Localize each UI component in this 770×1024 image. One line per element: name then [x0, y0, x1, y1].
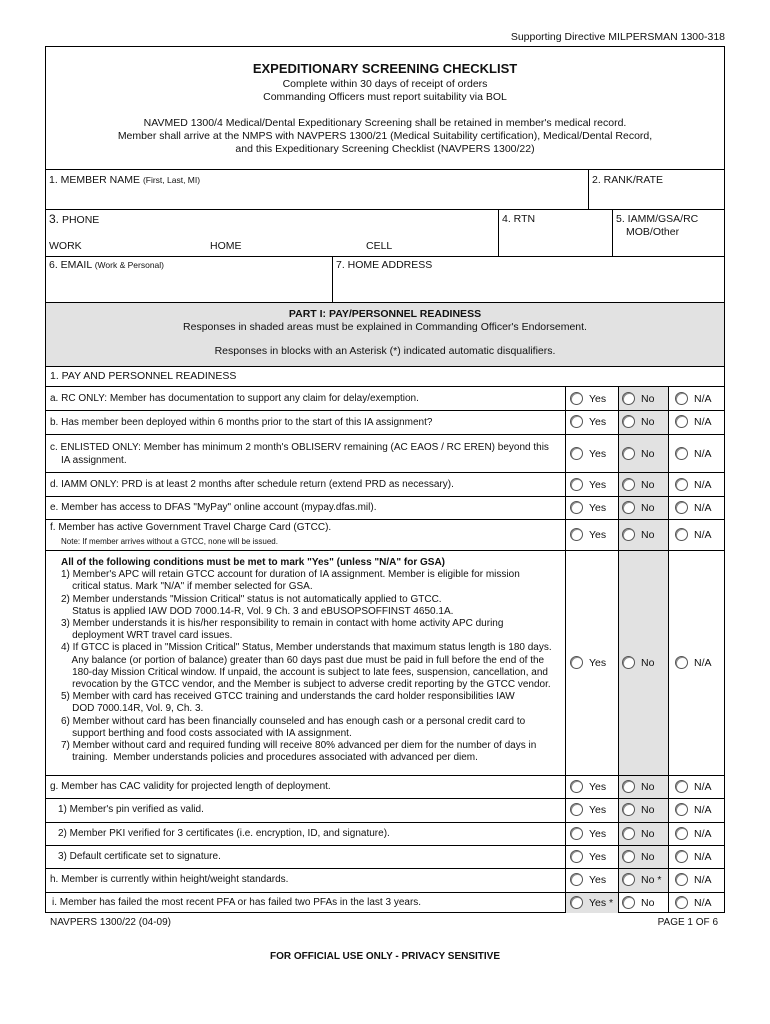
row-g1-yes[interactable]: Yes — [570, 803, 606, 816]
radio-icon — [675, 392, 688, 405]
radio-icon — [622, 392, 635, 405]
row-h-no[interactable]: No * — [622, 873, 661, 886]
row-b-no[interactable]: No — [622, 415, 654, 428]
radio-icon — [675, 850, 688, 863]
radio-icon — [622, 656, 635, 669]
radio-icon — [570, 803, 583, 816]
condition-line: 2) Member understands "Mission Critical" status is not automatically applied to GTCC. — [61, 593, 442, 605]
radio-icon — [622, 780, 635, 793]
conditions-na[interactable]: N/A — [675, 656, 712, 669]
radio-icon — [622, 873, 635, 886]
radio-icon — [570, 873, 583, 886]
gtcc-conditions — [61, 557, 561, 764]
row-g-no[interactable]: No — [622, 780, 654, 793]
home-address-label: 7. HOME ADDRESS — [336, 259, 433, 271]
condition-line: 3) Member understands it is his/her responsibility to remain in contact with home activity APC during — [61, 618, 504, 630]
radio-icon — [622, 447, 635, 460]
notice-line: Member shall arrive at the NMPS with NAVPERS 1300/21 (Medical Suitability certification), Medical/Dental Record, — [117, 130, 653, 142]
condition-line: deployment WRT travel card issues. — [61, 630, 233, 642]
condition-line: 180-day Mission Critical window. If unpaid, the account is subject to late fees, suspension, cancellation, and — [61, 666, 548, 678]
question-b: b. Has member been deployed within 6 months prior to the start of this IA assignment? — [50, 417, 433, 428]
row-e-yes[interactable]: Yes — [570, 501, 606, 514]
radio-icon — [675, 501, 688, 514]
row-a-no[interactable]: No — [622, 392, 654, 405]
conditions-heading: All of the following conditions must be met to mark "Yes" (unless "N/A" for GSA) — [61, 557, 445, 568]
radio-icon — [622, 896, 635, 909]
radio-icon — [570, 392, 583, 405]
page-number: PAGE 1 OF 6 — [657, 917, 718, 928]
iamm-label-2: MOB/Other — [626, 226, 680, 238]
cell-phone-label: CELL — [366, 240, 393, 252]
part1-note-asterisk: Responses in blocks with an Asterisk (*) indicated automatic disqualifiers. — [214, 345, 556, 357]
condition-line: 7) Member without card and required funding will receive 80% advanced per diem for the number of days in — [61, 740, 537, 752]
subtitle-line: Commanding Officers must report suitability via BOL — [263, 91, 507, 103]
condition-line: 4) If GTCC is placed in "Mission Critical" Status, Member understands that maximum status length is 180 days. — [61, 642, 552, 654]
row-d-yes[interactable]: Yes — [570, 478, 606, 491]
row-a-na[interactable]: N/A — [675, 392, 712, 405]
privacy-notice: FOR OFFICIAL USE ONLY - PRIVACY SENSITIVE — [269, 951, 501, 962]
rtn-label: 4. RTN — [502, 213, 536, 225]
row-g1-no[interactable]: No — [622, 803, 654, 816]
radio-icon — [622, 827, 635, 840]
question-g: g. Member has CAC validity for projected length of deployment. — [50, 781, 331, 792]
condition-line: Any balance (or portion of balance) greater than 60 days past due must be paid in full before the end of the — [61, 654, 545, 666]
row-f-no[interactable]: No — [622, 528, 654, 541]
condition-line: critical status. Mark "N/A" if member selected for GSA. — [61, 581, 313, 593]
radio-icon — [675, 447, 688, 460]
row-h-yes[interactable]: Yes — [570, 873, 606, 886]
iamm-label: 5. IAMM/GSA/RC — [616, 213, 699, 225]
radio-icon — [675, 873, 688, 886]
radio-icon — [622, 528, 635, 541]
row-g1-na[interactable]: N/A — [675, 803, 712, 816]
radio-icon — [675, 528, 688, 541]
radio-icon — [675, 656, 688, 669]
row-f-yes[interactable]: Yes — [570, 528, 606, 541]
notice-line: NAVMED 1300/4 Medical/Dental Expeditionary Screening shall be retained in member's medical record. — [143, 117, 627, 129]
row-g-yes[interactable]: Yes — [570, 780, 606, 793]
row-i-na[interactable]: N/A — [675, 896, 712, 909]
conditions-yes[interactable]: Yes — [570, 656, 606, 669]
row-e-no[interactable]: No — [622, 501, 654, 514]
question-i: i. Member has failed the most recent PFA or has failed two PFAs in the last 3 years. — [52, 897, 422, 908]
row-e-na[interactable]: N/A — [675, 501, 712, 514]
row-g3-no[interactable]: No — [622, 850, 654, 863]
radio-icon — [675, 780, 688, 793]
row-g2-no[interactable]: No — [622, 827, 654, 840]
condition-line: 5) Member with card has received GTCC training and understands the card holder responsibilities IAW — [61, 691, 515, 703]
home-address-field[interactable] — [336, 274, 720, 298]
row-g-na[interactable]: N/A — [675, 780, 712, 793]
condition-line: support berthing and food costs associated with IA assignment. — [61, 727, 352, 739]
radio-icon — [570, 478, 583, 491]
row-f-na[interactable]: N/A — [675, 528, 712, 541]
notice-line: and this Expeditionary Screening Checklist (NAVPERS 1300/22) — [235, 143, 535, 155]
question-d: d. IAMM ONLY: PRD is at least 2 months after schedule return (extend PRD as necessary). — [50, 479, 454, 490]
question-g2: 2) Member PKI verified for 3 certificates (i.e. encryption, ID, and signature). — [58, 828, 390, 839]
question-c: c. ENLISTED ONLY: Member has minimum 2 month's OBLISERV remaining (AC EAOS / RC EREN) beyond this — [50, 442, 549, 453]
radio-icon — [675, 803, 688, 816]
row-c-no[interactable]: No — [622, 447, 654, 460]
radio-icon — [675, 415, 688, 428]
row-i-no[interactable]: No — [622, 896, 654, 909]
radio-icon — [570, 447, 583, 460]
phone-label: 3. PHONE — [49, 212, 100, 226]
radio-icon — [622, 478, 635, 491]
row-h-na[interactable]: N/A — [675, 873, 712, 886]
radio-icon — [622, 501, 635, 514]
row-d-no[interactable]: No — [622, 478, 654, 491]
conditions-no[interactable]: No — [622, 656, 654, 669]
radio-icon — [570, 827, 583, 840]
question-g3: 3) Default certificate set to signature. — [58, 851, 221, 862]
subtitle-line: Complete within 30 days of receipt of orders — [282, 78, 488, 90]
question-c-cont: IA assignment. — [61, 455, 127, 466]
condition-line: Status is applied IAW DOD 7000.14-R, Vol. 9 Ch. 3 and eBUSOPSOFFINST 4650.1A. — [61, 605, 454, 617]
row-g2-na[interactable]: N/A — [675, 827, 712, 840]
member-name-label: 1. MEMBER NAME (First, Last, MI) — [49, 174, 201, 186]
radio-icon — [570, 415, 583, 428]
form-number: NAVPERS 1300/22 (04-09) — [50, 917, 171, 928]
work-phone-label: WORK — [49, 240, 82, 252]
row-b-yes[interactable]: Yes — [570, 415, 606, 428]
question-f-note: Note: If member arrives without a GTCC, none will be issued. — [61, 537, 278, 546]
condition-line: revocation by the GTCC vendor, and the Member is subject to adverse credit reporting by the GTCC vendor. — [61, 679, 551, 691]
form-title: EXPEDITIONARY SCREENING CHECKLIST — [252, 61, 518, 76]
row-c-na[interactable]: N/A — [675, 447, 712, 460]
question-e: e. Member has access to DFAS "MyPay" online account (mypay.dfas.mil). — [50, 502, 377, 513]
radio-icon — [675, 827, 688, 840]
question-h: h. Member is currently within height/weight standards. — [50, 874, 289, 885]
radio-icon — [622, 415, 635, 428]
radio-icon — [570, 780, 583, 793]
email-label: 6. EMAIL (Work & Personal) — [49, 259, 164, 271]
rank-label: 2. RANK/RATE — [592, 174, 663, 186]
row-g3-yes[interactable]: Yes — [570, 850, 606, 863]
condition-line: 6) Member without card has been financially counseled and has enough cash or a personal credit card to — [61, 715, 526, 727]
member-name-field[interactable] — [200, 186, 580, 204]
email-field[interactable] — [49, 274, 327, 298]
condition-line: training. Member understands policies and procedures associated with advanced per diem. — [61, 752, 478, 764]
radio-icon — [675, 478, 688, 491]
row-i-yes[interactable]: Yes * — [570, 896, 613, 909]
home-phone-label: HOME — [210, 240, 242, 252]
rank-field[interactable] — [592, 188, 720, 206]
radio-icon — [622, 803, 635, 816]
radio-icon — [622, 850, 635, 863]
row-d-na[interactable]: N/A — [675, 478, 712, 491]
row-g3-na[interactable]: N/A — [675, 850, 712, 863]
condition-line: DOD 7000.14R, Vol. 9, Ch. 3. — [61, 703, 204, 715]
row-b-na[interactable]: N/A — [675, 415, 712, 428]
question-f: f. Member has active Government Travel Charge Card (GTCC). — [50, 522, 332, 533]
row-c-yes[interactable]: Yes — [570, 447, 606, 460]
part1-note-shaded: Responses in shaded areas must be explained in Commanding Officer's Endorsement. — [183, 321, 587, 333]
radio-icon — [570, 656, 583, 669]
section-label: 1. PAY AND PERSONNEL READINESS — [50, 370, 237, 382]
radio-icon — [570, 896, 583, 909]
radio-icon — [570, 501, 583, 514]
radio-icon — [570, 850, 583, 863]
question-g1: 1) Member's pin verified as valid. — [58, 804, 204, 815]
radio-icon — [570, 528, 583, 541]
question-a: a. RC ONLY: Member has documentation to support any claim for delay/exemption. — [50, 393, 419, 404]
condition-line: 1) Member's APC will retain GTCC account for duration of IA assignment. Member is eligible for mission — [61, 569, 520, 581]
supporting-directive: Supporting Directive MILPERSMAN 1300-318 — [510, 31, 725, 43]
radio-icon — [675, 896, 688, 909]
row-a-yes[interactable]: Yes — [570, 392, 606, 405]
part1-title: PART I: PAY/PERSONNEL READINESS — [288, 308, 482, 320]
row-g2-yes[interactable]: Yes — [570, 827, 606, 840]
